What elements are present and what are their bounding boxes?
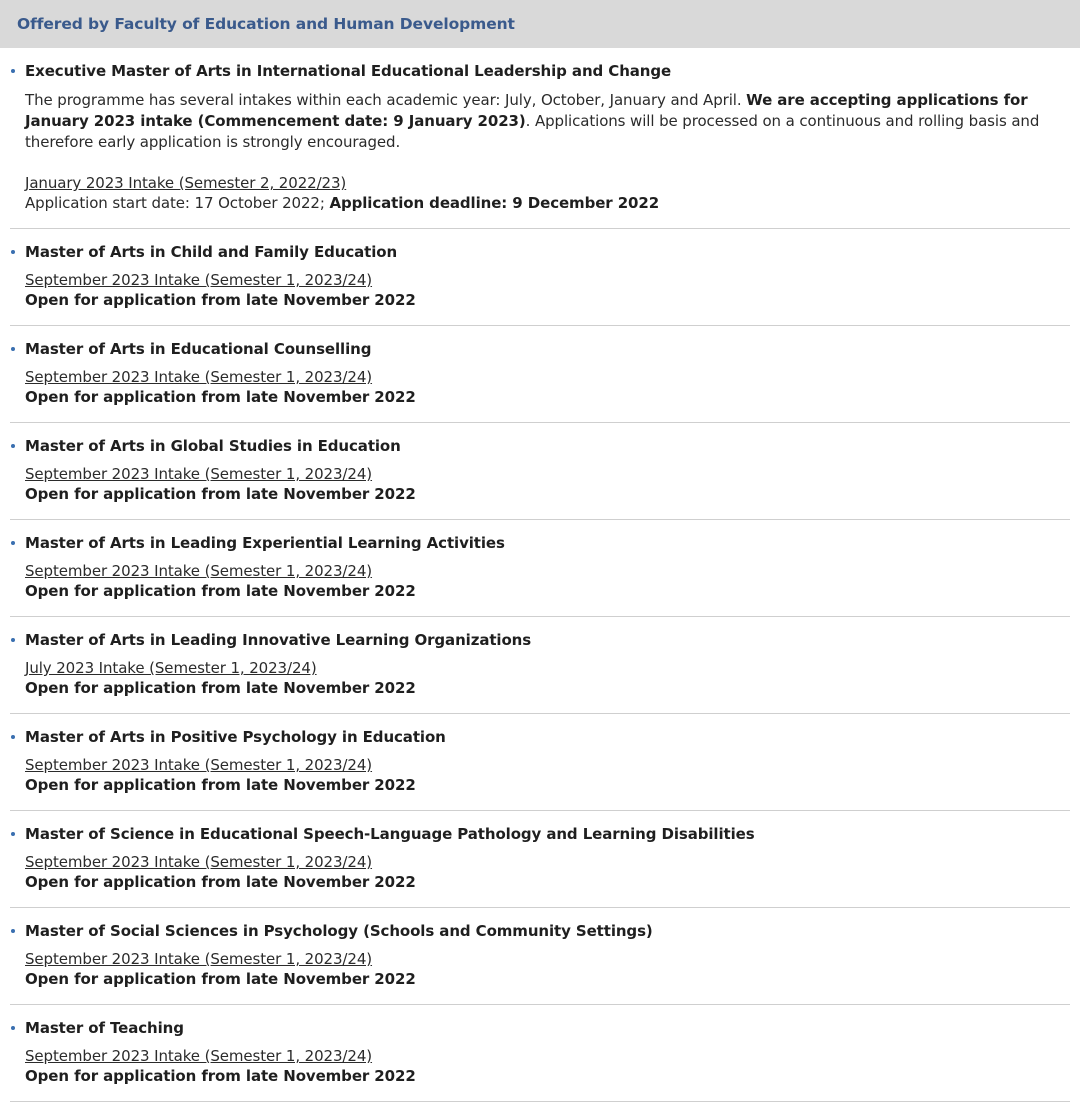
application-status: Open for application from late November 2022 <box>25 679 416 697</box>
programme-item <box>10 908 1070 1005</box>
intake-link[interactable]: September 2023 Intake (Semester 1, 2023/24) <box>25 271 373 289</box>
programme-description: The programme has several intakes within each academic year: July, October, January and April. We are accepting applications for January 2023 intake (Commencement date: 9 January 2023). Applications will be processed on a continuous and rolling basis and therefore early application is strongly encouraged. <box>25 91 1040 151</box>
programme-item <box>10 714 1070 811</box>
programme-item <box>10 229 1070 326</box>
programme-item <box>10 326 1070 423</box>
intake-block <box>25 561 1070 602</box>
application-deadline: Application deadline: 9 December 2022 <box>329 194 660 212</box>
faculty-header <box>0 0 1080 48</box>
application-status: Open for application from late November 2022 <box>25 388 416 406</box>
programme-title: Master of Social Sciences in Psychology (Schools and Community Settings) <box>25 922 653 940</box>
programme-item <box>10 1005 1070 1102</box>
intake-link[interactable]: September 2023 Intake (Semester 1, 2023/24) <box>25 465 373 483</box>
programme-list <box>0 48 1080 1102</box>
intake-link[interactable]: September 2023 Intake (Semester 1, 2023/24) <box>25 756 373 774</box>
intake-link[interactable]: September 2023 Intake (Semester 1, 2023/24) <box>25 562 373 580</box>
application-status: Open for application from late November 2022 <box>25 873 416 891</box>
intake-block <box>25 1046 1070 1087</box>
intake-link[interactable]: January 2023 Intake (Semester 2, 2022/23) <box>25 174 347 192</box>
programme-item <box>10 811 1070 908</box>
intake-block <box>25 949 1070 990</box>
programme-item <box>10 423 1070 520</box>
application-status: Open for application from late November 2022 <box>25 1067 416 1085</box>
programme-title: Master of Arts in Child and Family Education <box>25 243 398 261</box>
intake-link[interactable]: July 2023 Intake (Semester 1, 2023/24) <box>25 659 317 677</box>
intake-block <box>25 270 1070 311</box>
programme-title: Master of Arts in Educational Counselling <box>25 340 372 358</box>
programme-title: Master of Arts in Global Studies in Education <box>25 437 401 455</box>
programme-title: Executive Master of Arts in International Educational Leadership and Change <box>25 62 672 80</box>
intake-block <box>25 367 1070 408</box>
intake-block <box>25 755 1070 796</box>
intake-link[interactable]: September 2023 Intake (Semester 1, 2023/24) <box>25 1047 373 1065</box>
application-status: Open for application from late November 2022 <box>25 970 416 988</box>
application-status: Open for application from late November 2022 <box>25 776 416 794</box>
intake-block <box>25 173 1070 214</box>
intake-block <box>25 464 1070 505</box>
programme-item <box>10 520 1070 617</box>
application-status: Open for application from late November 2022 <box>25 485 416 503</box>
application-status: Open for application from late November 2022 <box>25 291 416 309</box>
faculty-header-title: Offered by Faculty of Education and Human Development <box>17 15 515 33</box>
programme-title: Master of Arts in Leading Innovative Learning Organizations <box>25 631 532 649</box>
programme-title: Master of Teaching <box>25 1019 184 1037</box>
programme-item <box>10 617 1070 714</box>
intake-link[interactable]: September 2023 Intake (Semester 1, 2023/24) <box>25 853 373 871</box>
programme-item-executive-ma <box>10 48 1070 229</box>
programme-title: Master of Arts in Leading Experiential Learning Activities <box>25 534 505 552</box>
intake-link[interactable]: September 2023 Intake (Semester 1, 2023/24) <box>25 368 373 386</box>
programme-title: Master of Arts in Positive Psychology in Education <box>25 728 446 746</box>
programme-title: Master of Science in Educational Speech-Language Pathology and Learning Disabilities <box>25 825 755 843</box>
intake-block <box>25 658 1070 699</box>
intake-link[interactable]: September 2023 Intake (Semester 1, 2023/24) <box>25 950 373 968</box>
intake-block <box>25 852 1070 893</box>
application-start-text: Application start date: 17 October 2022; <box>25 194 330 212</box>
application-status: Open for application from late November 2022 <box>25 582 416 600</box>
